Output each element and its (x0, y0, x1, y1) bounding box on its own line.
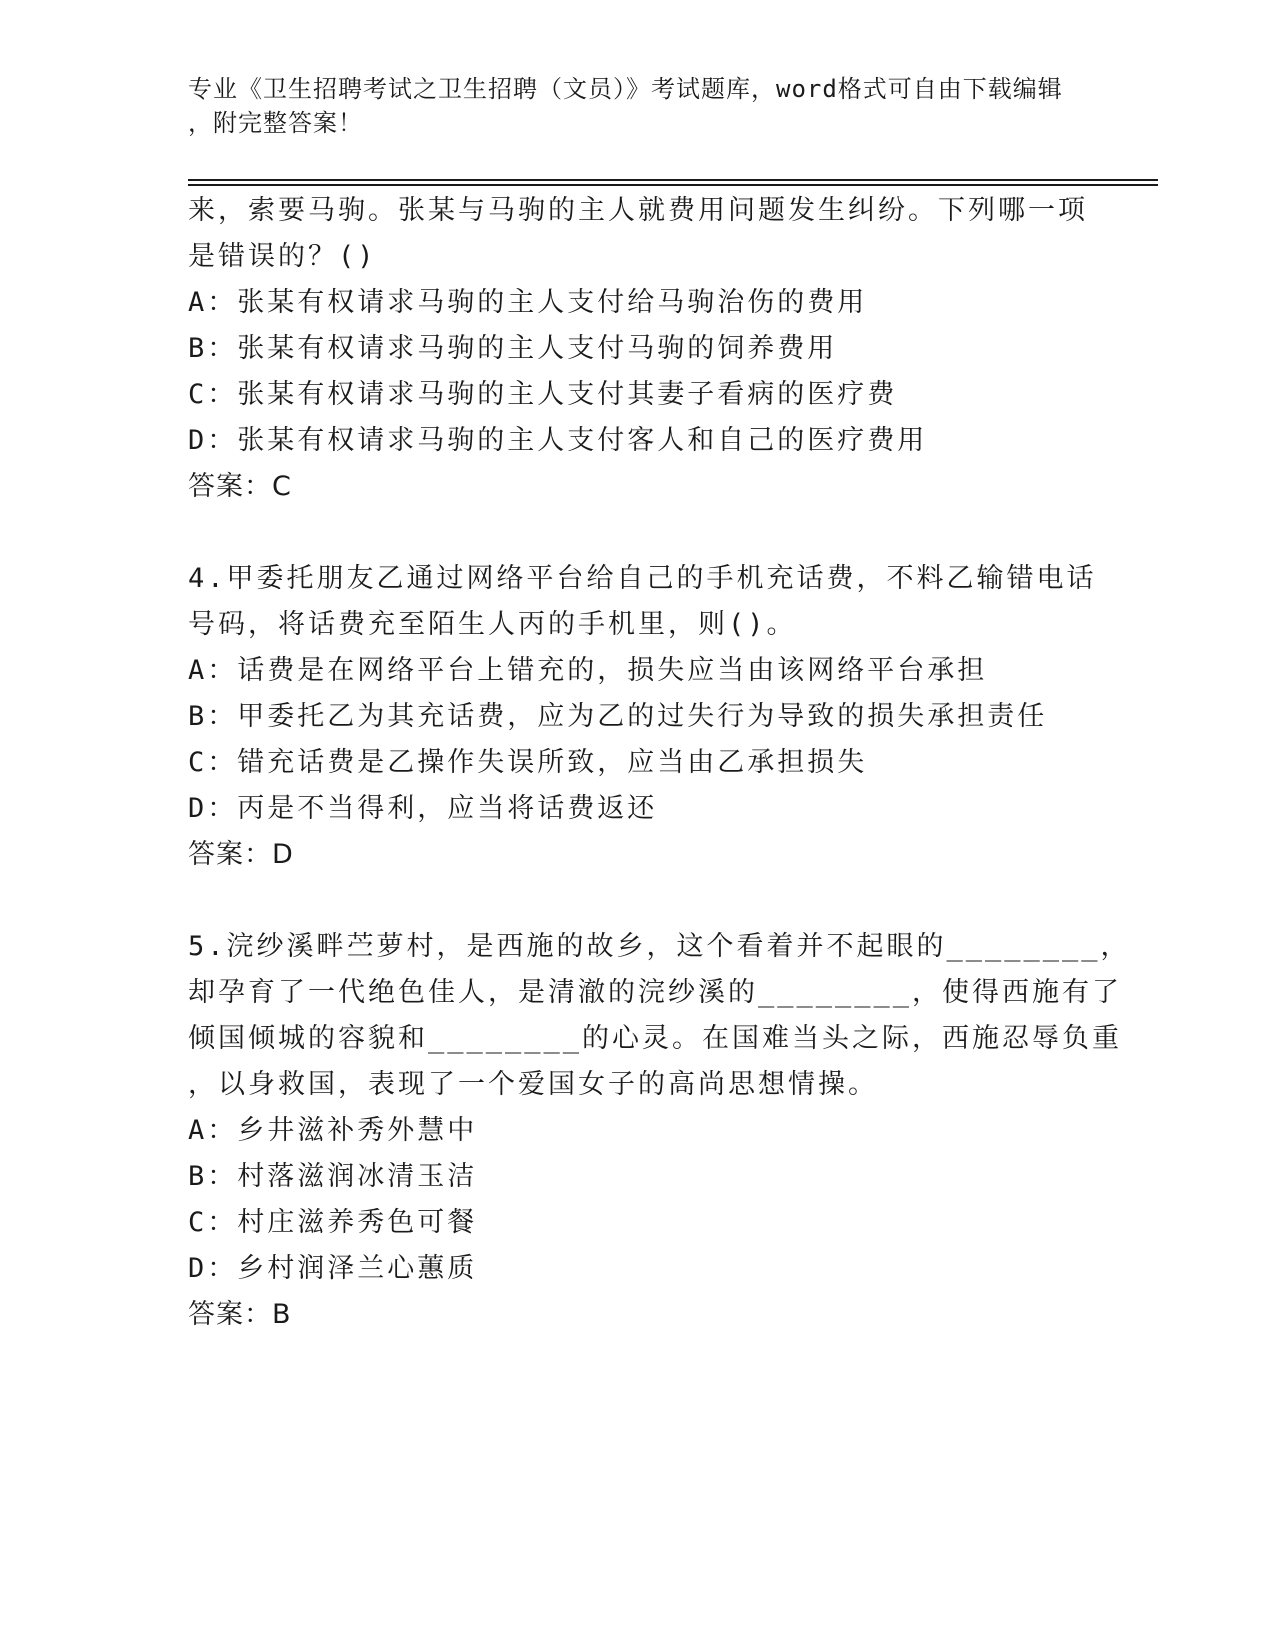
question-stem-line: 号码，将话费充至陌生人丙的手机里，则()。 (188, 609, 797, 640)
question-stem-line: 4.甲委托朋友乙通过网络平台给自己的手机充话费，不料乙输错电话 (188, 563, 1097, 594)
document-body (188, 188, 1131, 1338)
spacer (188, 878, 1108, 924)
option-a: A：话费是在网络平台上错充的，损失应当由该网络平台承担 (188, 655, 988, 686)
option-d: D：丙是不当得利，应当将话费返还 (188, 793, 658, 824)
option-a: A：乡井滋补秀外慧中 (188, 1115, 478, 1146)
option-b: B：村落滋润冰清玉洁 (188, 1161, 478, 1192)
question-3 (188, 188, 1108, 510)
question-stem-line: 倾国倾城的容貌和________的心灵。在国难当头之际，西施忍辱负重 (188, 1023, 1123, 1054)
option-a: A：张某有权请求马驹的主人支付给马驹治伤的费用 (188, 287, 868, 318)
header-line-1: 专业《卫生招聘考试之卫生招聘（文员）》考试题库，word格式可自由下载编辑 (188, 75, 1063, 103)
answer: 答案：C (188, 471, 292, 502)
document-header (188, 72, 1088, 140)
option-d: D：张某有权请求马驹的主人支付客人和自己的医疗费用 (188, 425, 928, 456)
question-stem-line: 却孕育了一代绝色佳人，是清澈的浣纱溪的________，使得西施有了 (188, 977, 1123, 1008)
spacer (188, 510, 1108, 556)
header-line-2: ，附完整答案！ (188, 109, 363, 137)
answer: 答案：B (188, 1299, 292, 1330)
question-4 (188, 556, 1108, 878)
option-d: D：乡村润泽兰心蕙质 (188, 1253, 478, 1284)
answer: 答案：D (188, 839, 294, 870)
question-stem-line: ，以身救国，表现了一个爱国女子的高尚思想情操。 (188, 1069, 878, 1100)
option-c: C：错充话费是乙操作失误所致，应当由乙承担损失 (188, 747, 868, 778)
header-divider-bottom (188, 184, 1158, 186)
question-stem-line: 5.浣纱溪畔苎萝村，是西施的故乡，这个看着并不起眼的________， (188, 931, 1131, 962)
header-divider-top (188, 179, 1158, 181)
option-b: B：张某有权请求马驹的主人支付马驹的饲养费用 (188, 333, 838, 364)
question-5 (188, 924, 1131, 1338)
option-c: C：张某有权请求马驹的主人支付其妻子看病的医疗费 (188, 379, 898, 410)
question-stem-line: 来，索要马驹。张某与马驹的主人就费用问题发生纠纷。下列哪一项 (188, 195, 1088, 226)
option-b: B：甲委托乙为其充话费，应为乙的过失行为导致的损失承担责任 (188, 701, 1048, 732)
question-stem-line: 是错误的？() (188, 241, 377, 272)
option-c: C：村庄滋养秀色可餐 (188, 1207, 478, 1238)
